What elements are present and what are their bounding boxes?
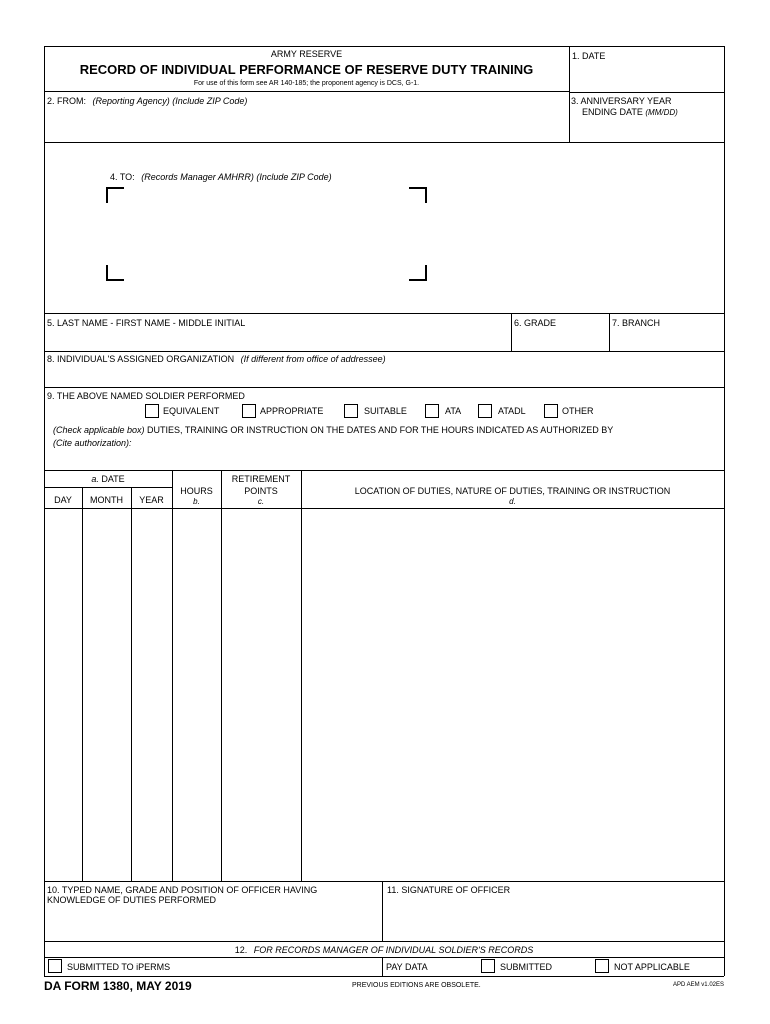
records-title: FOR RECORDS MANAGER OF INDIVIDUAL SOLDIER'S RECORDS <box>253 945 534 955</box>
date-field[interactable] <box>570 64 722 90</box>
pay-submitted-checkbox[interactable] <box>481 959 495 973</box>
form-title: RECORD OF INDIVIDUAL PERFORMANCE OF RESERVE DUTY TRAINING <box>79 62 534 77</box>
grade-field[interactable] <box>513 330 607 349</box>
branch-label: 7. BRANCH <box>612 318 661 328</box>
performed-heading: 9. THE ABOVE NAMED SOLDIER PERFORMED <box>47 391 245 401</box>
grade-label: 6. GRADE <box>514 318 557 328</box>
to-label: 4. TO: <box>110 172 135 182</box>
to-address-field[interactable] <box>110 192 422 278</box>
date-letter: a. <box>91 474 99 484</box>
month-header: MONTH <box>90 495 123 505</box>
form-id: DA FORM 1380, MAY 2019 <box>44 979 192 993</box>
day-header: DAY <box>54 495 72 505</box>
retirement-header: RETIREMENT <box>231 474 291 484</box>
hours-column[interactable] <box>173 509 220 880</box>
authorization-line <box>53 425 613 436</box>
day-column[interactable] <box>45 509 81 880</box>
location-letter: d. <box>509 497 516 506</box>
appropriate-label: APPROPRIATE <box>260 406 324 416</box>
version-label: APD AEM v1.02ES <box>672 982 724 988</box>
suitable-label: SUITABLE <box>364 406 407 416</box>
equivalent-checkbox[interactable] <box>145 404 159 418</box>
org-hint: (If different from office of addressee) <box>240 354 386 364</box>
points-letter: c. <box>257 497 265 506</box>
signature-field[interactable] <box>384 898 722 939</box>
obsolete-notice: PREVIOUS EDITIONS ARE OBSOLETE. <box>352 982 481 989</box>
equivalent-label: EQUIVALENT <box>163 406 220 416</box>
to-label-group <box>110 172 332 183</box>
hours-header: HOURS <box>180 486 213 496</box>
points-column[interactable] <box>222 509 300 880</box>
signature-label: 11. SIGNATURE OF OFFICER <box>387 885 511 895</box>
other-label: OTHER <box>562 406 594 416</box>
form-subtitle: For use of this form see AR 140-185; the proponent agency is DCS, G-1. <box>193 80 420 87</box>
year-header: YEAR <box>139 495 164 505</box>
org-label-group <box>47 354 386 365</box>
anniversary-field[interactable] <box>570 120 722 140</box>
iperms-checkbox[interactable] <box>48 959 62 973</box>
iperms-label: SUBMITTED TO iPERMS <box>67 962 171 972</box>
records-number: 12. <box>234 945 248 955</box>
date-col-label: DATE <box>101 474 125 484</box>
points-header: POINTS <box>244 486 278 496</box>
name-label: 5. LAST NAME - FIRST NAME - MIDDLE INITIAL <box>47 318 246 328</box>
location-header: LOCATION OF DUTIES, NATURE OF DUTIES, TRAINING OR INSTRUCTION <box>354 486 671 496</box>
to-hint: (Records Manager AMHRR) (Include ZIP Code) <box>141 172 332 182</box>
ata-label: ATA <box>445 406 462 416</box>
atadl-checkbox[interactable] <box>478 404 492 418</box>
from-hint: (Reporting Agency) (Include ZIP Code) <box>92 96 248 106</box>
ending-date-label: ENDING DATE <box>582 107 643 117</box>
other-checkbox[interactable] <box>544 404 558 418</box>
org-label: 8. INDIVIDUAL'S ASSIGNED ORGANIZATION <box>47 354 235 364</box>
anniversary-label-2 <box>582 107 678 118</box>
from-label: 2. FROM: <box>47 96 87 106</box>
officer-name-label-2: KNOWLEDGE OF DUTIES PERFORMED <box>47 895 217 905</box>
ata-checkbox[interactable] <box>425 404 439 418</box>
authorization-text: DUTIES, TRAINING OR INSTRUCTION ON THE DATES AND FOR THE HOURS INDICATED AS AUTHORIZED BY <box>144 425 614 435</box>
officer-name-field[interactable] <box>46 908 380 939</box>
from-field[interactable] <box>46 108 566 140</box>
pay-data-label: PAY DATA <box>386 962 428 972</box>
suitable-checkbox[interactable] <box>344 404 358 418</box>
pay-submitted-label: SUBMITTED <box>500 962 553 972</box>
cite-label: (Cite authorization): <box>53 438 132 448</box>
location-column[interactable] <box>302 509 723 880</box>
mmdd-hint: (MM/DD) <box>645 108 678 117</box>
name-field[interactable] <box>46 330 508 349</box>
date-column-header <box>44 474 172 485</box>
month-column[interactable] <box>83 509 130 880</box>
anniversary-label: 3. ANNIVERSARY YEAR <box>571 96 672 106</box>
records-manager-heading <box>44 945 724 956</box>
from-label-group <box>47 96 247 107</box>
check-hint: (Check applicable box) <box>53 425 145 435</box>
atadl-label: ATADL <box>498 406 526 416</box>
year-column[interactable] <box>132 509 171 880</box>
authorization-field[interactable] <box>150 436 720 466</box>
org-field[interactable] <box>46 366 722 385</box>
not-applicable-label: NOT APPLICABLE <box>614 962 690 972</box>
army-reserve-label: ARMY RESERVE <box>270 49 343 59</box>
officer-name-label: 10. TYPED NAME, GRADE AND POSITION OF OFFICER HAVING <box>47 885 318 895</box>
not-applicable-checkbox[interactable] <box>595 959 609 973</box>
date-label: 1. DATE <box>572 51 606 61</box>
hours-letter: b. <box>193 497 200 506</box>
branch-field[interactable] <box>611 330 722 349</box>
appropriate-checkbox[interactable] <box>242 404 256 418</box>
